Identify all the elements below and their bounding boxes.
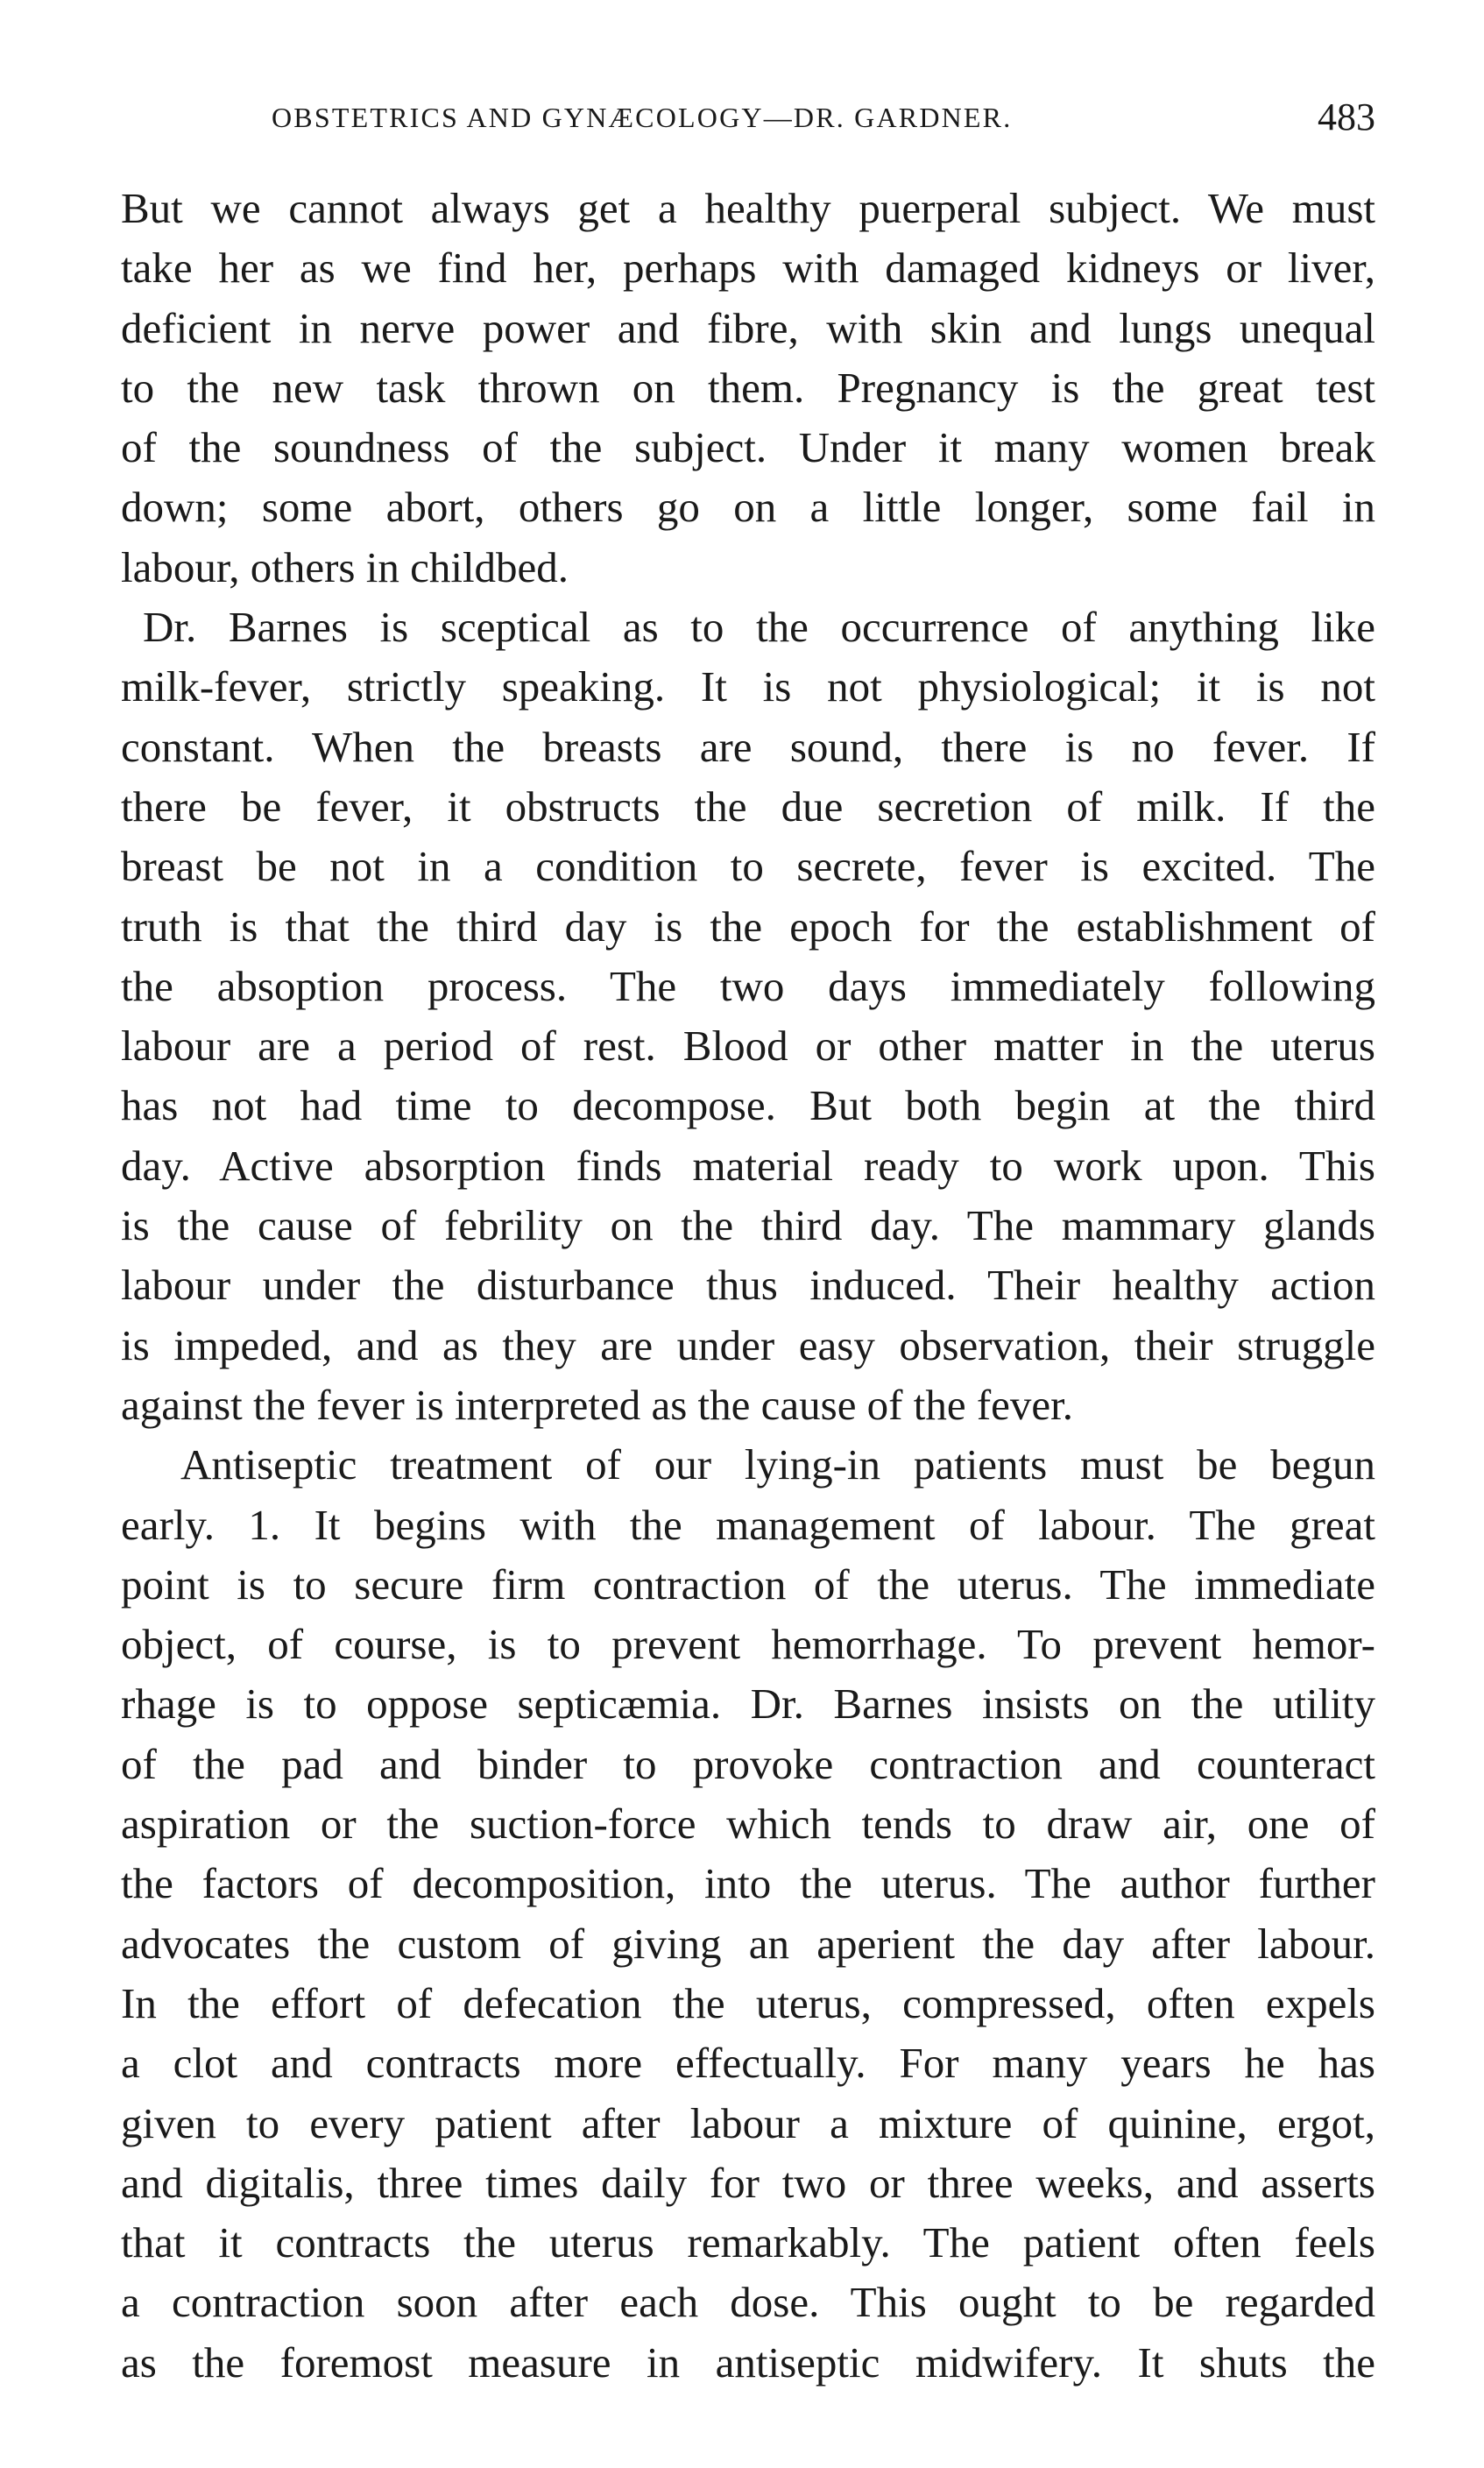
text-line: advocates the custom of giving an aperient the day after labour. xyxy=(121,1919,1375,1968)
text-line: rhage is to oppose septicæmia. Dr. Barnes insists on the utility xyxy=(121,1680,1375,1729)
text-line: of the soundness of the subject. Under it many women break xyxy=(121,423,1375,472)
text-line: there be fever, it obstructs the due secretion of milk. If the xyxy=(121,781,1375,831)
text-line: that it contracts the uterus remarkably. The patient often feels xyxy=(121,2218,1375,2267)
text-line: is impeded, and as they are under easy observation, their struggle xyxy=(121,1320,1375,1369)
text-line: down; some abort, others go on a little longer, some fail in xyxy=(121,483,1375,532)
text-line: to the new task thrown on them. Pregnancy is the great test xyxy=(121,363,1375,412)
text-line: milk-fever, strictly speaking. It is not physiological; it is not xyxy=(121,662,1375,711)
page-number: 483 xyxy=(1318,95,1375,138)
text-line: Dr. Barnes is sceptical as to the occurrence of anything like xyxy=(143,603,1375,652)
text-line: a clot and contracts more effectually. For many years he has xyxy=(121,2039,1375,2088)
text-line: take her as we find her, perhaps with damaged kidneys or liver, xyxy=(121,244,1375,293)
page-header xyxy=(121,95,1375,144)
text-line: aspiration or the suction-force which tends to draw air, one of xyxy=(121,1800,1375,1849)
text-line: early. 1. It begins with the management of labour. The great xyxy=(121,1500,1375,1549)
text-line: But we cannot always get a healthy puerperal subject. We must xyxy=(121,184,1375,232)
text-line: object, of course, is to prevent hemorrhage. To prevent hemor- xyxy=(121,1620,1375,1669)
text-line: given to every patient after labour a mixture of quinine, ergot, xyxy=(121,2098,1375,2147)
text-line: labour under the disturbance thus induced. Their healthy action xyxy=(121,1261,1375,1310)
text-line: deficient in nerve power and fibre, with skin and lungs unequal xyxy=(121,303,1375,352)
text-line: of the pad and binder to provoke contraction and counteract xyxy=(121,1739,1375,1788)
text-line: and digitalis, three times daily for two or three weeks, and asserts xyxy=(121,2158,1375,2207)
text-line: labour, others in childbed. xyxy=(121,542,569,591)
text-line: constant. When the breasts are sound, there is no fever. If xyxy=(121,722,1375,771)
text-line: In the effort of defecation the uterus, compressed, often expels xyxy=(121,1978,1375,2027)
text-line: Antiseptic treatment of our lying-in patients must be begun xyxy=(180,1440,1375,1489)
text-line: breast be not in a condition to secrete, fever is excited. The xyxy=(121,842,1375,891)
text-line: is the cause of febrility on the third day. The mammary glands xyxy=(121,1201,1375,1250)
text-line: labour are a period of rest. Blood or other matter in the uterus xyxy=(121,1022,1375,1071)
text-line: against the fever is interpreted as the cause of the fever. xyxy=(121,1380,1074,1429)
text-line: day. Active absorption finds material ready to work upon. This xyxy=(121,1141,1375,1190)
text-line: the absoption process. The two days immediately following xyxy=(121,961,1375,1010)
text-line: has not had time to decompose. But both begin at the third xyxy=(121,1081,1375,1130)
text-line: a contraction soon after each dose. This ought to be regarded xyxy=(121,2278,1375,2327)
text-line: as the foremost measure in antiseptic midwifery. It shuts the xyxy=(121,2337,1375,2387)
body-text xyxy=(121,179,1375,2393)
text-line: the factors of decomposition, into the uterus. The author further xyxy=(121,1859,1375,1908)
text-line: truth is that the third day is the epoch for the establishment of xyxy=(121,902,1375,951)
running-title: OBSTETRICS AND GYNÆCOLOGY—DR. GARDNER. xyxy=(272,102,1013,133)
text-line: point is to secure firm contraction of the uterus. The immediate xyxy=(121,1559,1375,1609)
